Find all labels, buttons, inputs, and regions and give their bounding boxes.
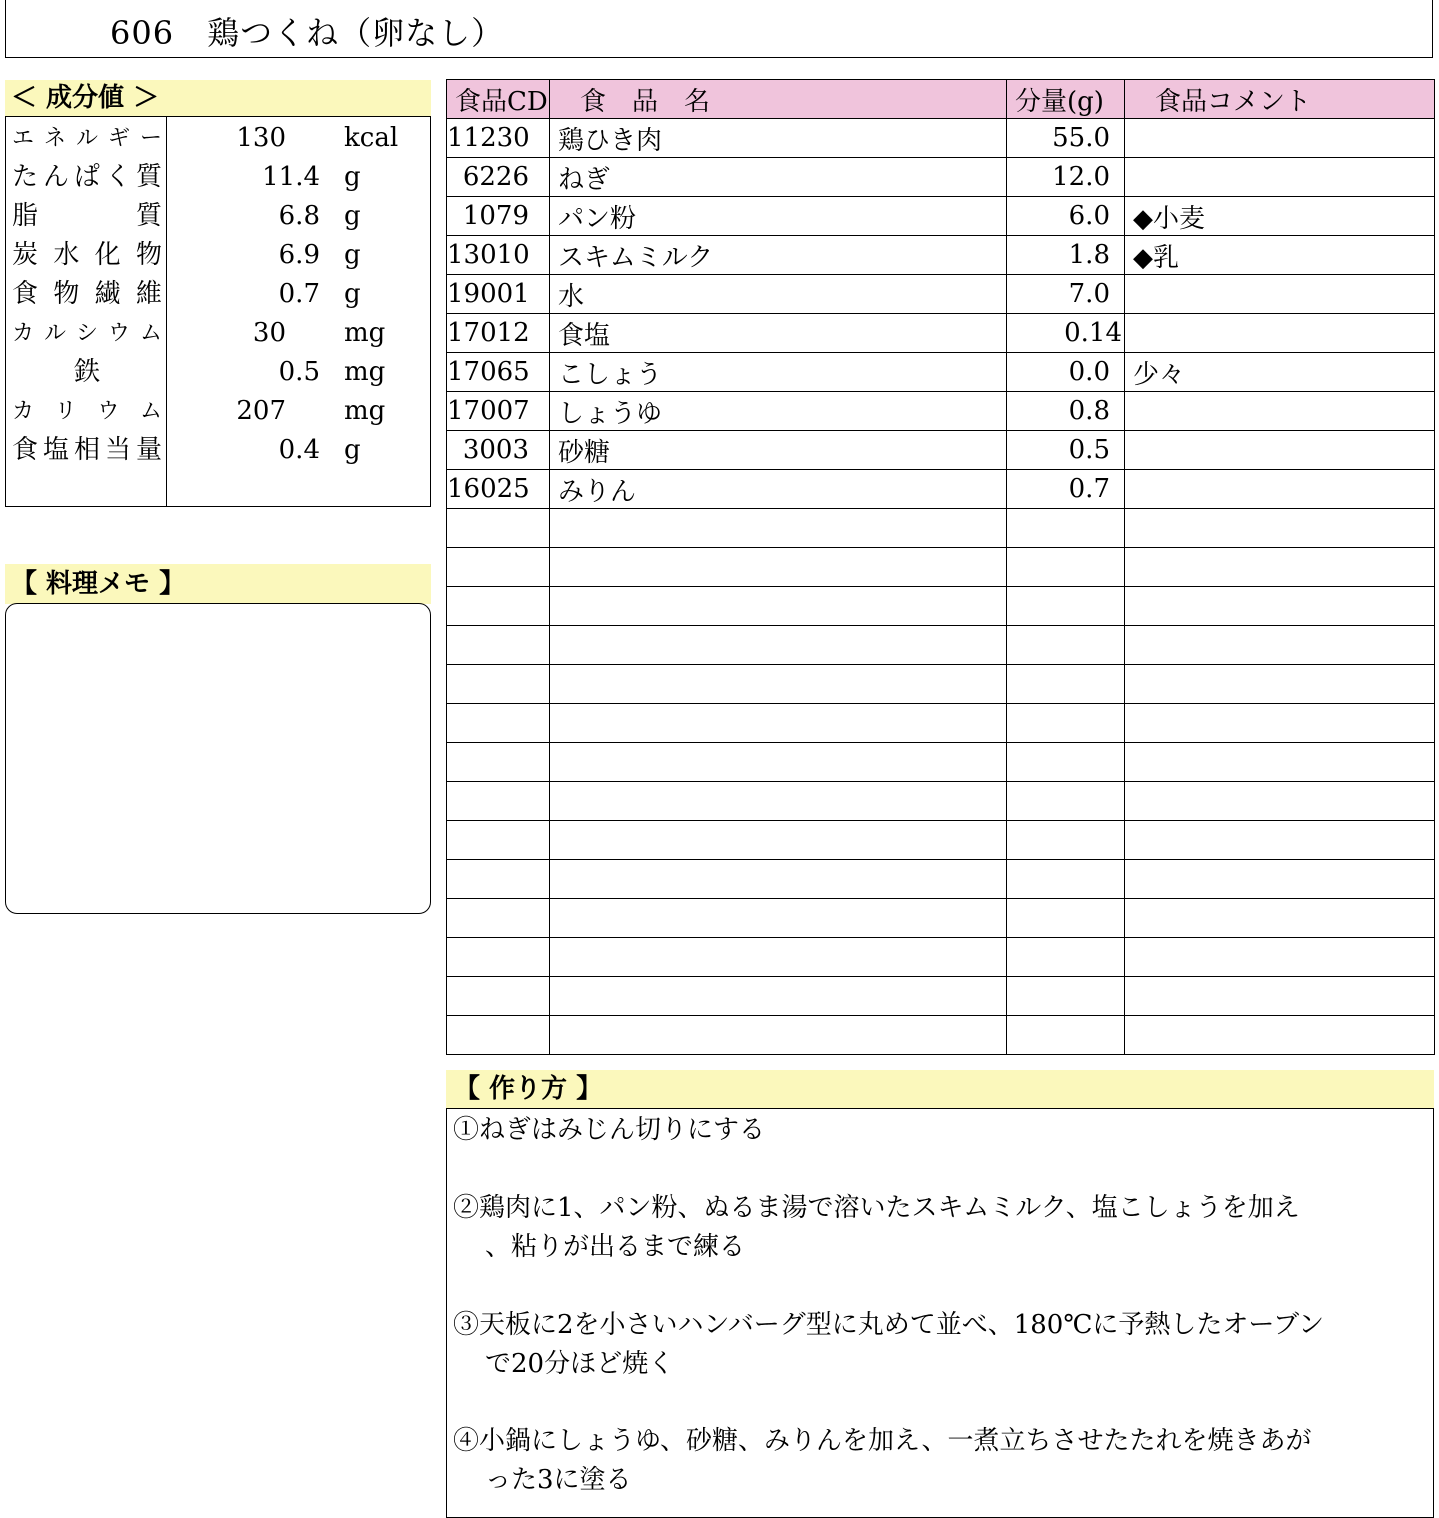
nutrition-label-char: 量 — [135, 435, 162, 465]
nutrition-label-char: カ — [12, 399, 35, 424]
nutrition-label-char: ぱ — [73, 162, 100, 192]
nutrition-label — [12, 158, 162, 197]
step-text: ③天板に2を小さいハンバーグ型に丸めて並べ、180℃に予熱したオーブン — [453, 1310, 1325, 1340]
nutrition-unit: g — [344, 279, 361, 309]
amount: 7.0 — [1007, 275, 1125, 314]
recipe-title: 606 鶏つくね（卵なし） — [110, 14, 505, 52]
amount: 0.14 — [1007, 314, 1125, 353]
nutrition-label-char: ギ — [107, 126, 130, 151]
nutrition-label — [12, 236, 162, 275]
empty-row — [447, 977, 1435, 1016]
nutrition-label-char: 物 — [53, 279, 80, 309]
nutrition-row-fiber — [6, 275, 430, 314]
nutrition-value: 6.9 — [278, 240, 320, 270]
empty-row — [447, 743, 1435, 782]
food-code: 13010 — [447, 236, 550, 275]
table-row — [447, 275, 1435, 314]
nutrition-value: 6.8 — [278, 201, 320, 231]
nutrition-unit: mg — [344, 396, 386, 426]
food-name: 水 — [550, 275, 1007, 314]
nutrition-unit: g — [344, 162, 361, 192]
nutrition-label-char: シ — [75, 321, 98, 346]
food-name: 食塩 — [550, 314, 1007, 353]
comment: ◆小麦 — [1125, 197, 1435, 236]
nutrition-label-char: ル — [75, 126, 98, 151]
comment — [1125, 158, 1435, 197]
method-step-2 — [453, 1189, 1300, 1267]
method-step-1 — [453, 1111, 765, 1150]
empty-row — [447, 860, 1435, 899]
nutrition-label — [12, 353, 162, 392]
food-code: 1079 — [447, 197, 550, 236]
nutrition-header: ＜ 成分値 ＞ — [5, 80, 431, 116]
table-row — [447, 236, 1435, 275]
comment — [1125, 275, 1435, 314]
nutrition-label-char: エ — [12, 126, 35, 151]
comment — [1125, 314, 1435, 353]
nutrition-value: 130 — [236, 123, 286, 153]
table-row — [447, 470, 1435, 509]
nutrition-value: 11.4 — [262, 162, 320, 192]
table-row — [447, 392, 1435, 431]
ingredients-header-row — [447, 80, 1435, 119]
empty-row — [447, 821, 1435, 860]
food-name: スキムミルク — [550, 236, 1007, 275]
food-name: しょうゆ — [550, 392, 1007, 431]
nutrition-label-char: カ — [12, 321, 35, 346]
nutrition-value: 0.4 — [278, 435, 320, 465]
nutrition-label-char: 塩 — [42, 435, 69, 465]
empty-row — [447, 704, 1435, 743]
food-code: 17007 — [447, 392, 550, 431]
food-code: 17065 — [447, 353, 550, 392]
step-text-continued: 、粘りが出るまで練る — [485, 1232, 746, 1262]
nutrition-label-char: リ — [54, 399, 77, 424]
food-name: ねぎ — [550, 158, 1007, 197]
food-code: 3003 — [447, 431, 550, 470]
method-step-4 — [453, 1422, 1312, 1500]
table-row — [447, 119, 1435, 158]
nutrition-label-char: く — [104, 162, 131, 192]
nutrition-label — [12, 431, 162, 470]
nutrition-value: 0.7 — [278, 279, 320, 309]
method-header: 【 作り方 】 — [446, 1070, 1434, 1108]
nutrition-label-char: ル — [43, 321, 66, 346]
empty-row — [447, 782, 1435, 821]
nutrition-row-salt — [6, 431, 430, 470]
amount: 0.7 — [1007, 470, 1125, 509]
nutrition-row-calcium — [6, 314, 430, 353]
nutrition-label-char: 炭 — [12, 240, 39, 270]
method-box — [446, 1108, 1434, 1518]
table-row — [447, 314, 1435, 353]
memo-header: 【 料理メモ 】 — [5, 564, 431, 604]
table-row — [447, 431, 1435, 470]
nutrition-table — [5, 116, 431, 507]
amount: 0.5 — [1007, 431, 1125, 470]
nutrition-label-char: 脂 — [12, 201, 39, 231]
nutrition-label-char: 維 — [135, 279, 162, 309]
food-code: 6226 — [447, 158, 550, 197]
comment: ◆乳 — [1125, 236, 1435, 275]
nutrition-row-energy — [6, 119, 430, 158]
food-name: こしょう — [550, 353, 1007, 392]
nutrition-label-char: 鉄 — [73, 357, 100, 387]
nutrition-label-char: た — [12, 162, 39, 192]
amount: 12.0 — [1007, 158, 1125, 197]
step-text-continued: った3に塗る — [485, 1465, 632, 1495]
ingredients-table — [446, 79, 1435, 1055]
header-food-name: 食 品 名 — [550, 80, 1007, 119]
nutrition-row-fat — [6, 197, 430, 236]
empty-row — [447, 626, 1435, 665]
nutrition-value: 30 — [252, 318, 286, 348]
nutrition-label-char: ム — [139, 321, 162, 346]
title-box — [5, 0, 1433, 58]
nutrition-label-char: 物 — [135, 240, 162, 270]
method-step-3 — [453, 1306, 1324, 1384]
comment: 少々 — [1125, 353, 1435, 392]
empty-row — [447, 509, 1435, 548]
food-code: 16025 — [447, 470, 550, 509]
empty-row — [447, 899, 1435, 938]
nutrition-label — [12, 275, 162, 314]
nutrition-label-char: 食 — [12, 435, 39, 465]
nutrition-label-char: 化 — [94, 240, 121, 270]
food-name: 砂糖 — [550, 431, 1007, 470]
table-row — [447, 197, 1435, 236]
nutrition-row-potassium — [6, 392, 430, 431]
nutrition-row-protein — [6, 158, 430, 197]
header-food-code: 食品CD — [447, 80, 550, 119]
food-code: 11230 — [447, 119, 550, 158]
nutrition-label-char: 水 — [53, 240, 80, 270]
comment — [1125, 470, 1435, 509]
food-name: みりん — [550, 470, 1007, 509]
step-text-continued: で20分ほど焼く — [485, 1349, 675, 1379]
empty-row — [447, 938, 1435, 977]
nutrition-label-char: 食 — [12, 279, 39, 309]
step-text: ④小鍋にしょうゆ、砂糖、みりんを加え、一煮立ちさせたたれを焼きあが — [453, 1426, 1312, 1456]
nutrition-value: 0.5 — [278, 357, 320, 387]
amount: 55.0 — [1007, 119, 1125, 158]
comment — [1125, 119, 1435, 158]
nutrition-row-iron — [6, 353, 430, 392]
nutrition-label-char: 相 — [73, 435, 100, 465]
nutrition-label-char: ウ — [107, 321, 130, 346]
header-amount: 分量(g) — [1007, 80, 1125, 119]
amount: 6.0 — [1007, 197, 1125, 236]
nutrition-label-char: 繊 — [94, 279, 121, 309]
comment — [1125, 431, 1435, 470]
nutrition-label-char: ん — [42, 162, 69, 192]
header-comment: 食品コメント — [1125, 80, 1435, 119]
memo-box — [5, 603, 431, 914]
nutrition-unit: g — [344, 435, 361, 465]
nutrition-unit: g — [344, 201, 361, 231]
amount: 0.8 — [1007, 392, 1125, 431]
empty-row — [447, 548, 1435, 587]
step-text: ①ねぎはみじん切りにする — [453, 1115, 766, 1145]
nutrition-label-char: ム — [139, 399, 162, 424]
food-name: パン粉 — [550, 197, 1007, 236]
nutrition-label-char: ウ — [97, 399, 120, 424]
nutrition-value: 207 — [236, 396, 286, 426]
amount: 0.0 — [1007, 353, 1125, 392]
nutrition-unit: g — [344, 240, 361, 270]
nutrition-label-char: ネ — [43, 126, 66, 151]
empty-row — [447, 1016, 1435, 1055]
nutrition-label — [12, 197, 162, 236]
food-code: 19001 — [447, 275, 550, 314]
nutrition-label-char: 当 — [104, 435, 131, 465]
empty-row — [447, 665, 1435, 704]
food-name: 鶏ひき肉 — [550, 119, 1007, 158]
food-code: 17012 — [447, 314, 550, 353]
comment — [1125, 392, 1435, 431]
amount: 1.8 — [1007, 236, 1125, 275]
nutrition-label-char: 質 — [135, 162, 162, 192]
nutrition-unit: mg — [344, 357, 386, 387]
nutrition-label-char: ー — [139, 126, 162, 151]
nutrition-label-char: 質 — [135, 201, 162, 231]
table-row — [447, 353, 1435, 392]
empty-row — [447, 587, 1435, 626]
nutrition-unit: mg — [344, 318, 386, 348]
nutrition-row-carbohydrate — [6, 236, 430, 275]
nutrition-unit: kcal — [344, 123, 399, 153]
step-text: ②鶏肉に1、パン粉、ぬるま湯で溶いたスキムミルク、塩こしょうを加え — [453, 1193, 1300, 1223]
table-row — [447, 158, 1435, 197]
